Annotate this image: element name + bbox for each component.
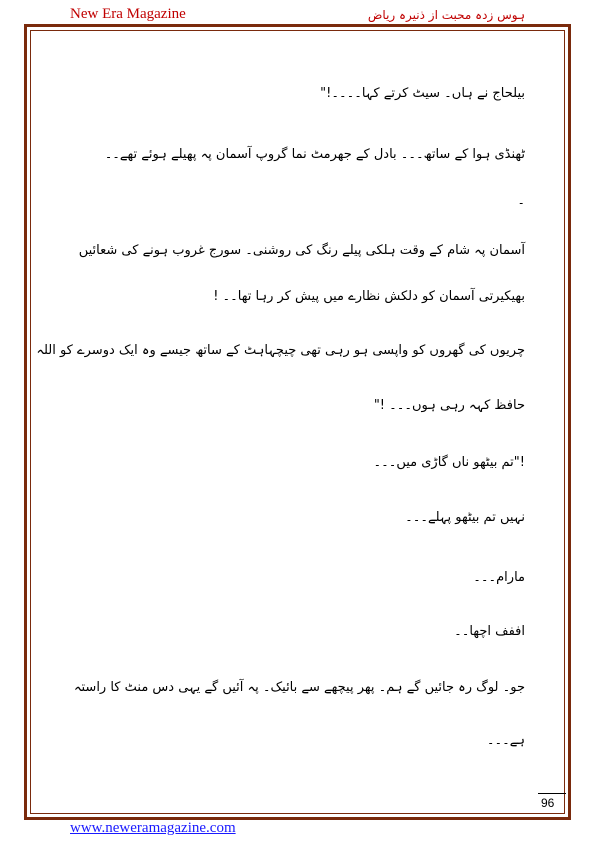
text-line: چریوں کی گھروں کو واپسی ہو رہی تھی چیچہاہٹ کے ساتھ جیسے وہ ایک دوسرے کو اللہ <box>36 343 525 358</box>
text-line: حافظ کہہ رہی ہوں۔۔۔ !" <box>373 398 525 413</box>
text-line: نہیں تم بیٹھو پہلے۔۔۔ <box>405 510 525 525</box>
page-number: 96 <box>541 796 555 810</box>
page-number-divider <box>538 793 566 794</box>
text-line: مارام۔۔۔ <box>473 570 525 585</box>
website-link[interactable]: www.neweramagazine.com <box>70 820 236 836</box>
text-line: اففف اچھا۔۔ <box>454 624 525 639</box>
text-line: بھیکیرتی آسمان کو دلکش نظارے میں پیش کر رہا تھا۔۔ ! <box>213 289 525 304</box>
magazine-name: New Era Magazine <box>70 6 186 22</box>
text-line: !"تم بیٹھو ناں گاڑی میں۔۔۔ <box>373 455 525 470</box>
novel-title: ہوس زدہ محبت از ذنیرہ ریاض <box>367 8 525 22</box>
text-line: ہے۔۔۔ <box>486 733 525 748</box>
text-line: ۔ <box>517 193 525 208</box>
text-line: جو۔ لوگ رہ جائیں گے ہم۔ پھر پیچھے سے بائیک۔ پہ آئیں گے یہی دس منٹ کا راستہ <box>73 680 525 695</box>
text-line: بیلحاج نے ہاں۔ سیٹ کرتے کہا۔۔۔۔!" <box>320 86 525 101</box>
text-line: آسمان پہ شام کے وقت ہلکی پیلے رنگ کی روشنی۔ سورج غروب ہونے کی شعائیں <box>78 243 525 258</box>
text-line: ٹھنڈی ہوا کے ساتھ۔۔۔ بادل کے جھرمٹ نما گروپ آسمان پہ پھیلے ہوئے تھے۔۔ <box>104 147 525 162</box>
